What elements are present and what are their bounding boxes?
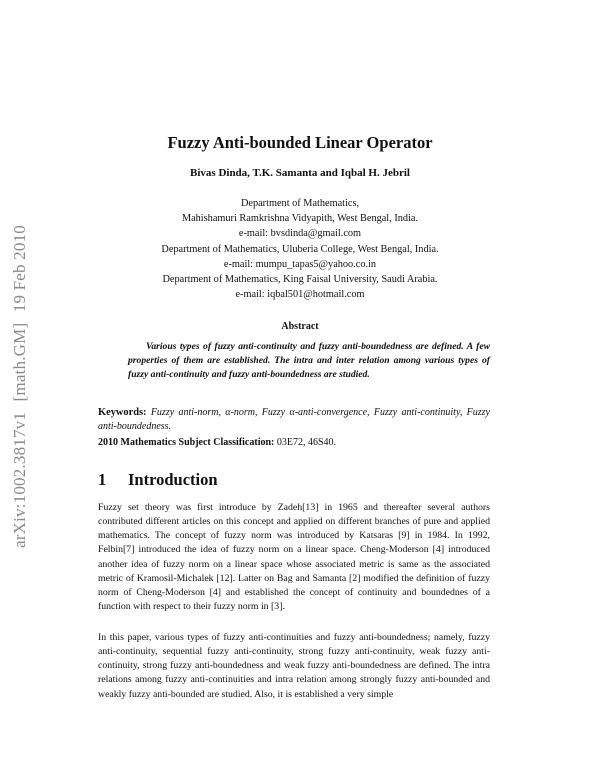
keywords	[98, 406, 490, 434]
keywords-value: Fuzzy anti-norm, α-norm, Fuzzy α-anti-convergence, Fuzzy anti-continuity, Fuzzy anti-boundedness.	[98, 407, 490, 432]
arxiv-category: [math.GM]	[10, 322, 29, 402]
msc-value: 03E72, 46S40.	[276, 437, 337, 448]
keywords-label: Keywords:	[98, 407, 147, 418]
abstract-text: Various types of fuzzy anti-continuity and fuzzy anti-boundedness are defined. A few properties of them are established. The intra and inter relation among various types of fuzzy anti-continuity and fuzzy anti-boundedness are studied.	[128, 341, 490, 381]
paper-authors: Bivas Dinda, T.K. Samanta and Iqbal H. Jebril	[190, 167, 410, 179]
affiliation-line: Department of Mathematics,	[240, 198, 360, 209]
affiliation-line: Department of Mathematics, King Faisal University, Saudi Arabia.	[162, 274, 438, 286]
msc-label: 2010 Mathematics Subject Classification:	[98, 437, 275, 448]
affiliation-line: Department of Mathematics, Uluberia College, West Bengal, India.	[161, 243, 439, 255]
affiliation-line: Mahishamuri Ramkrishna Vidyapith, West Bengal, India.	[181, 213, 419, 225]
section-heading	[98, 470, 218, 490]
abstract-heading: Abstract	[281, 321, 319, 332]
intro-paragraph-1: Fuzzy set theory was first introduce by Zadeh[13] in 1965 and thereafter several authors contributed different articles on this concept and applied on different branches of pure and applied mathematics. The concept of fuzzy norm was introduced by Katsaras [9] in 1984. In 1992, Felbin[7] introduced the idea of fuzzy norm on a linear space. Cheng-Moderson [4] introduced another idea of fuzzy norm on a linear space whose associated metric is same as the associated metric of Kramosil-Michalek [12]. Latter on Bag and Samanta [2] modified the definition of fuzzy norm of Cheng-Moderson [4] and established the concept of continuity and boundednes of a function with respect to their fuzzy norm in [3].	[98, 502, 490, 613]
arxiv-date: 19 Feb 2010	[10, 225, 29, 313]
section-title: Introduction	[128, 470, 218, 489]
affiliation-email: e-mail: mumpu_tapas5@yahoo.co.in	[223, 258, 377, 270]
intro-paragraph-2: In this paper, various types of fuzzy anti-continuities and fuzzy anti-boundedness; namely, fuzzy anti-continuity, sequential fuzzy anti-continuity, strong fuzzy anti-continuity, weak fuzzy anti-continuity, strong fuzzy anti-boundedness and weak fuzzy anti-boundedness are defined. The intra relations among fuzzy anti-continuities and intra relation among strongly fuzzy anti-bounded and weakly fuzzy anti-bounded are studied. Also, it is established a very simple	[98, 632, 490, 700]
arxiv-id: arXiv:1002.3817v1	[10, 411, 29, 548]
affiliation-email: e-mail: iqbal501@hotmail.com	[235, 289, 365, 301]
affiliations	[0, 196, 600, 302]
section-number: 1	[98, 470, 107, 489]
paper-title: Fuzzy Anti-bounded Linear Operator	[167, 133, 433, 152]
affiliation-email: e-mail: bvsdinda@gmail.com	[238, 228, 362, 240]
msc-classification	[98, 436, 490, 450]
